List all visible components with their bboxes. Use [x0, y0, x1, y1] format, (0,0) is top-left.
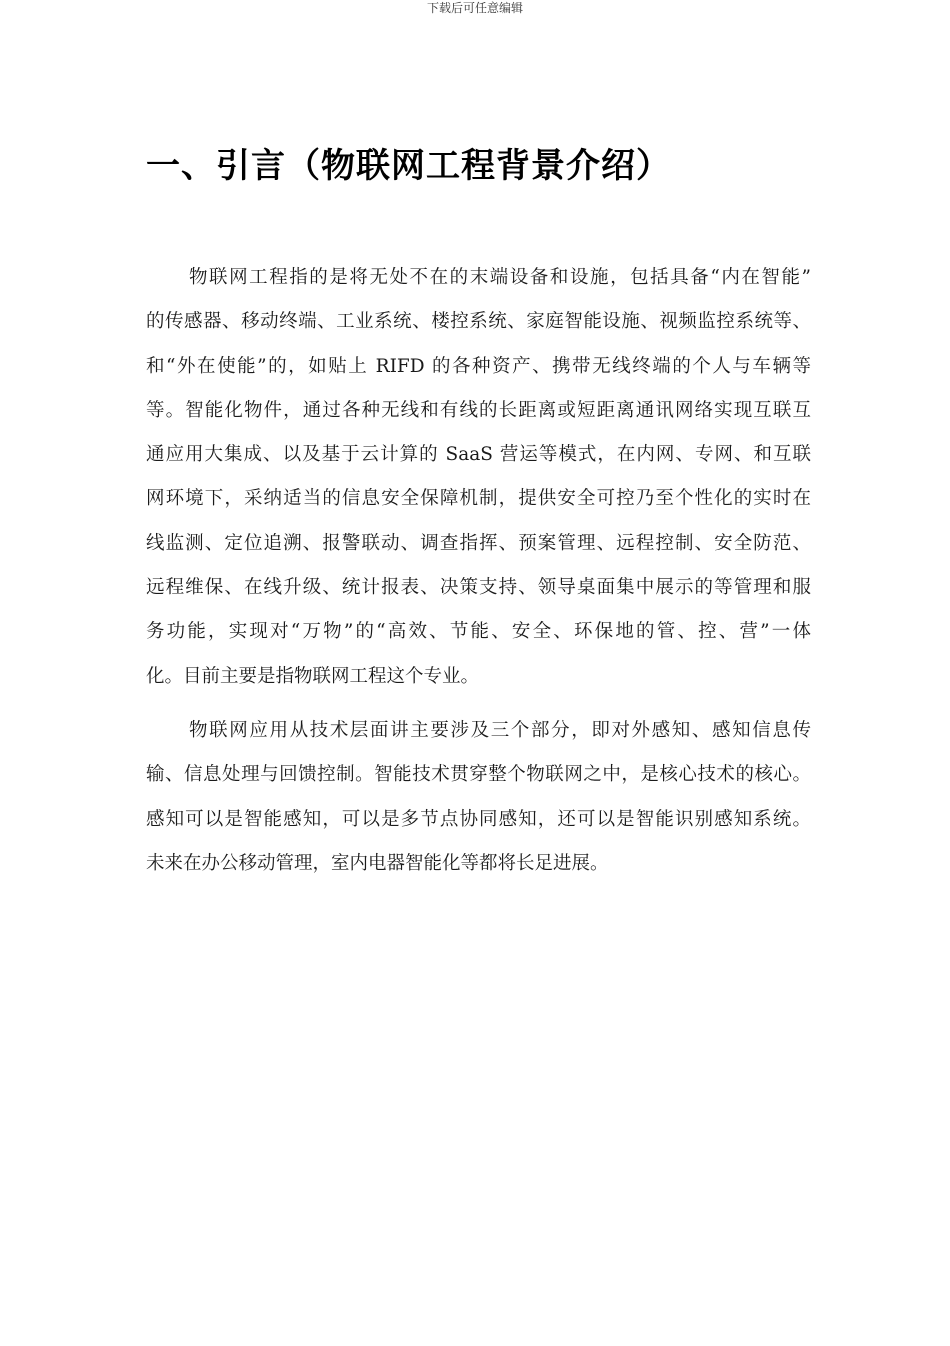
paragraph-line: 和“外在使能”的，如贴上 RIFD 的各种资产、携带无线终端的个人与车辆等: [146, 355, 811, 377]
paragraph-line: 输、信息处理与回馈控制。智能技术贯穿整个物联网之中，是核心技术的核心。: [146, 764, 811, 786]
paragraph-line: 的传感器、移动终端、工业系统、楼控系统、家庭智能设施、视频监控系统等、: [146, 311, 811, 333]
paragraph-2: [146, 709, 811, 886]
paragraph-line: 化。目前主要是指物联网工程这个专业。: [146, 665, 480, 687]
paragraph-line: 远程维保、在线升级、统计报表、决策支持、领导桌面集中展示的等管理和服: [146, 577, 811, 599]
paragraph-line: 等。智能化物件，通过各种无线和有线的长距离或短距离通讯网络实现互联互: [146, 399, 811, 421]
paragraph-line: 线监测、定位追溯、报警联动、调查指挥、预案管理、远程控制、安全防范、: [146, 532, 811, 554]
document-body: [146, 256, 811, 886]
section-title: 一、引言（物联网工程背景介绍）: [146, 146, 671, 186]
paragraph-line: 网环境下，采纳适当的信息安全保障机制，提供安全可控乃至个性化的实时在: [146, 488, 811, 510]
paragraph-line: 物联网应用从技术层面讲主要涉及三个部分，即对外感知、感知信息传: [189, 719, 811, 741]
paragraph-spacer: [146, 699, 811, 709]
paragraph-line: 感知可以是智能感知，可以是多节点协同感知，还可以是智能识别感知系统。: [146, 808, 811, 830]
paragraph-line: 务功能，实现对“万物”的“高效、节能、安全、环保地的管、控、营”一体: [146, 621, 811, 643]
page-header: 下载后可任意编辑: [426, 1, 523, 15]
paragraph-line: 通应用大集成、以及基于云计算的 SaaS 营运等模式，在内网、专网、和互联: [146, 444, 811, 466]
paragraph-line: 未来在办公移动管理，室内电器智能化等都将长足进展。: [146, 852, 609, 874]
paragraph-line: 物联网工程指的是将无处不在的末端设备和设施，包括具备“内在智能”: [189, 267, 811, 288]
paragraph-1: [146, 256, 811, 699]
